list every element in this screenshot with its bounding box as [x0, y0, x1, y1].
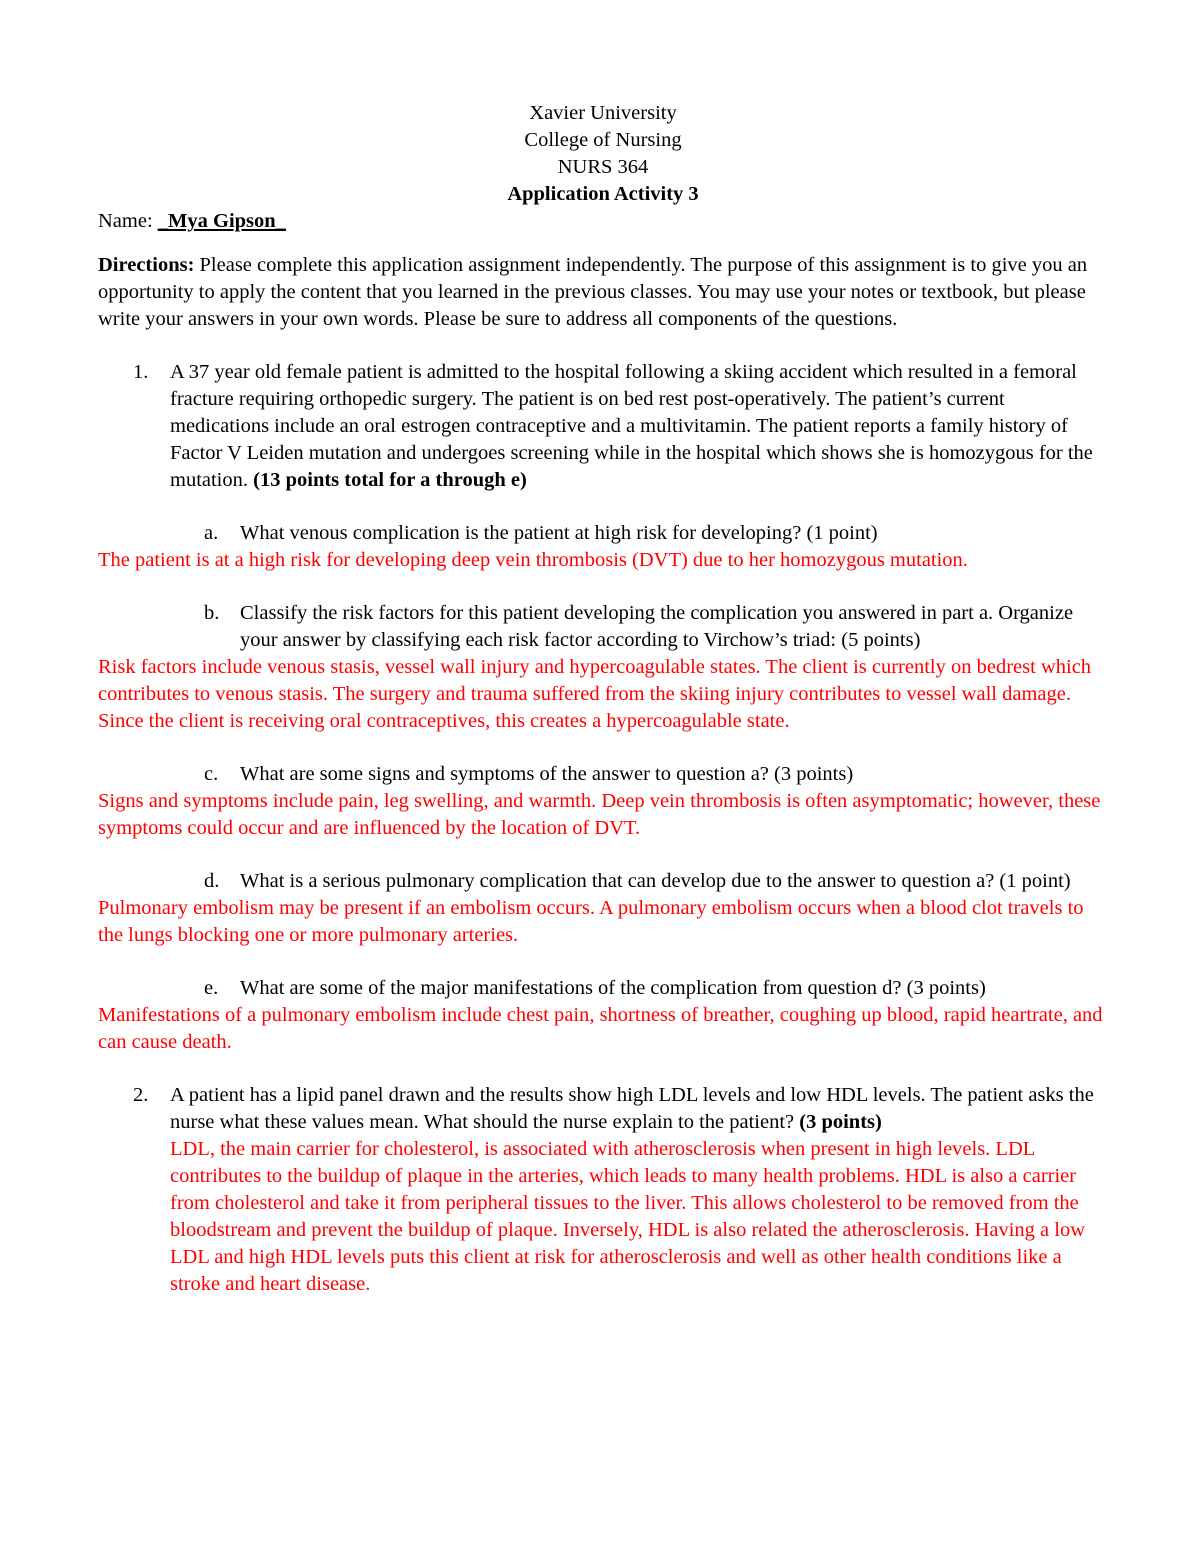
- answer-1c: Signs and symptoms include pain, leg swelling, and warmth. Deep vein thrombosis is often asymptomatic; however, these symptoms could occur and are influenced by the location of DVT.: [98, 790, 1101, 839]
- question-1d: [98, 868, 1108, 895]
- directions-text: Please complete this application assignment independently. The purpose of this assignment is to give you an opportunity to apply the content that you learned in the previous classes. You may use your notes or textbook, but please write your answers in your own words. Please be sure to address all components of the questions.: [98, 254, 1088, 330]
- question-1d-text: What is a serious pulmonary complication that can develop due to the answer to question a? (1 point): [240, 870, 1071, 892]
- answer-2: LDL, the main carrier for cholesterol, is associated with atherosclerosis when present in high levels. LDL contributes to the buildup of plaque in the arteries, which leads to many health problems. HDL is also a carrier from cholesterol and take it from peripheral tissues to the liver. This allows cholesterol to be removed from the bloodstream and prevent the buildup of plaque. Inversely, HDL is also related the atherosclerosis. Having a low LDL and high HDL levels puts this client at risk for atherosclerosis and well as other health conditions like a stroke and heart disease.: [170, 1138, 1086, 1295]
- answer-1a: The patient is at a high risk for developing deep vein thrombosis (DVT) due to her homozygous mutation.: [98, 549, 968, 571]
- question-1a-text: What venous complication is the patient at high risk for developing? (1 point): [240, 522, 878, 544]
- directions-label: Directions:: [98, 254, 195, 276]
- question-1e-text: What are some of the major manifestations of the complication from question d? (3 points): [240, 977, 986, 999]
- directions-paragraph: [98, 252, 1108, 333]
- question-1-number: 1.: [133, 361, 149, 383]
- name-label: Name:: [98, 210, 158, 232]
- student-name-line: [98, 208, 1108, 235]
- answer-1b: Risk factors include venous stasis, vessel wall injury and hypercoagulable states. The client is currently on bedrest which contributes to venous stasis. The surgery and trauma suffered from the skiing injury contributes to vessel wall damage. Since the client is receiving oral contraceptives, this creates a hypercoagulable state.: [98, 656, 1092, 732]
- question-2-text: [170, 1082, 1108, 1136]
- college-title: College of Nursing: [524, 129, 682, 151]
- question-1c-text: What are some signs and symptoms of the answer to question a? (3 points): [240, 763, 854, 785]
- question-1a: [98, 520, 1108, 547]
- activity-title: Application Activity 3: [507, 183, 699, 205]
- question-1b-letter: b.: [204, 602, 220, 624]
- question-2-number: 2.: [133, 1084, 149, 1106]
- question-2: [98, 1082, 1108, 1298]
- question-1e: [98, 975, 1108, 1002]
- question-1a-letter: a.: [204, 522, 219, 544]
- course-code: NURS 364: [557, 156, 649, 178]
- question-1c-letter: c.: [204, 763, 219, 785]
- question-1-text: [170, 359, 1108, 494]
- question-2-body: A patient has a lipid panel drawn and the results show high LDL levels and low HDL levels. The patient asks the nurse what these values mean. What should the nurse explain to the patient?: [170, 1084, 1094, 1133]
- answer-1d: Pulmonary embolism may be present if an embolism occurs. A pulmonary embolism occurs when a blood clot travels to the lungs blocking one or more pulmonary arteries.: [98, 897, 1084, 946]
- question-2-points: (3 points): [799, 1111, 882, 1133]
- document-page: [98, 100, 1108, 1298]
- question-1b: [98, 600, 1108, 654]
- question-1d-letter: d.: [204, 870, 220, 892]
- answer-1e: Manifestations of a pulmonary embolism include chest pain, shortness of breather, coughing up blood, rapid heartrate, and can cause death.: [98, 1004, 1103, 1053]
- question-1: [98, 359, 1108, 494]
- university-title: Xavier University: [529, 102, 677, 124]
- question-1-body: A 37 year old female patient is admitted to the hospital following a skiing accident which resulted in a femoral fracture requiring orthopedic surgery. The patient is on bed rest post-operatively. The patient’s current medications include an oral estrogen contraceptive and a multivitamin. The patient reports a family history of Factor V Leiden mutation and undergoes screening while in the hospital which shows she is homozygous for the mutation.: [170, 361, 1093, 491]
- question-1e-letter: e.: [204, 977, 219, 999]
- question-1-points: (13 points total for a through e): [253, 469, 527, 491]
- question-1c: [98, 761, 1108, 788]
- student-name: _Mya Gipson_: [157, 210, 286, 232]
- question-1b-text: Classify the risk factors for this patient developing the complication you answered in part a. Organize your answer by classifying each risk factor according to Virchow’s triad: (5 points): [240, 602, 1074, 651]
